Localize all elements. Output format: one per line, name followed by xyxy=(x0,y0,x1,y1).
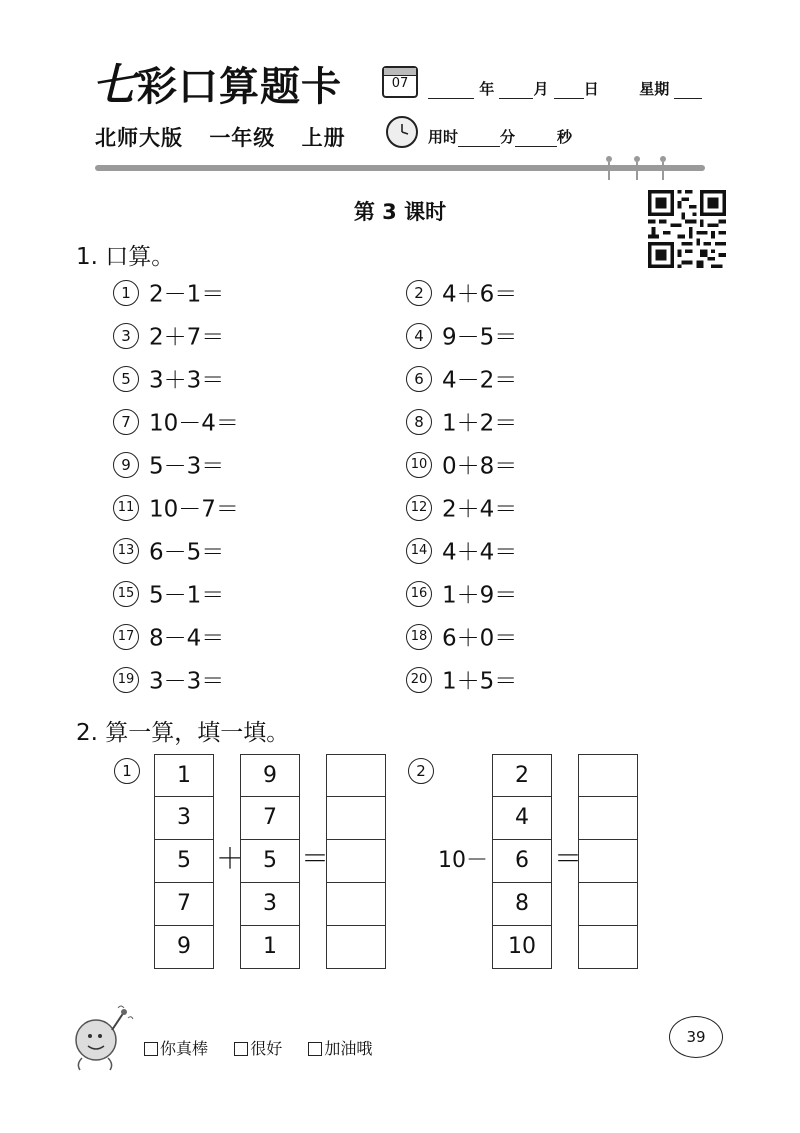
problem-expression: 4＋6＝ xyxy=(442,281,518,308)
problem-number: 4 xyxy=(406,323,432,349)
qr-code-icon[interactable] xyxy=(648,190,726,268)
answer-box[interactable] xyxy=(578,926,638,969)
part-1-label: 1 xyxy=(114,760,150,786)
pin-icon xyxy=(634,156,640,180)
problem-18 xyxy=(406,626,517,652)
answer-box[interactable] xyxy=(578,840,638,883)
problem-expression: 6＋0＝ xyxy=(442,625,518,652)
problem-6 xyxy=(406,368,517,394)
minuend: 10－ xyxy=(438,848,489,873)
problem-expression: 1＋2＝ xyxy=(442,410,518,437)
problem-20 xyxy=(406,669,517,695)
problem-13 xyxy=(113,540,224,566)
problem-number: 9 xyxy=(113,452,139,478)
problem-number: 12 xyxy=(406,495,432,521)
problem-number: 19 xyxy=(113,667,139,693)
problem-expression: 3＋3＝ xyxy=(149,367,225,394)
problem-expression: 9－5＝ xyxy=(442,324,518,351)
minutes-blank[interactable] xyxy=(458,132,500,147)
problem-1 xyxy=(113,282,224,308)
problem-number: 8 xyxy=(406,409,432,435)
number-cell: 9 xyxy=(154,926,214,969)
edition: 北师大版 xyxy=(95,126,183,150)
brand-char: 七 xyxy=(92,60,137,111)
answer-box[interactable] xyxy=(326,754,386,797)
answer-box[interactable] xyxy=(326,883,386,926)
problem-11 xyxy=(113,497,239,523)
day-blank[interactable] xyxy=(554,84,584,99)
rating-check-keep-going[interactable]: 加油哦 xyxy=(308,1039,372,1058)
problem-7 xyxy=(113,411,239,437)
day-label: 日 xyxy=(583,80,599,98)
problem-expression: 5－1＝ xyxy=(149,582,225,609)
problem-expression: 0＋8＝ xyxy=(442,453,518,480)
calendar-day: 07 xyxy=(391,76,409,91)
problem-3 xyxy=(113,325,224,351)
problem-number: 2 xyxy=(406,280,432,306)
calendar-icon xyxy=(382,66,418,98)
problem-expression: 5－3＝ xyxy=(149,453,225,480)
problem-expression: 3－3＝ xyxy=(149,668,225,695)
volume: 上册 xyxy=(301,126,346,150)
problem-number: 17 xyxy=(113,624,139,650)
number-cell: 7 xyxy=(240,797,300,840)
grade: 一年级 xyxy=(209,126,276,150)
problem-9 xyxy=(113,454,224,480)
lesson-title: 第 3 课时 xyxy=(353,200,447,224)
section-2-title: 2. 算一算，填一填。 xyxy=(76,720,290,746)
seconds-label: 秒 xyxy=(557,128,573,146)
problem-number: 15 xyxy=(113,581,139,607)
pin-icon xyxy=(606,156,612,180)
problem-number: 10 xyxy=(406,452,432,478)
weekday-label: 星期 xyxy=(639,80,670,98)
equals-sign: ＝ xyxy=(554,842,583,875)
part-1-addend-b-column xyxy=(240,754,300,969)
minutes-label: 分 xyxy=(500,128,516,146)
section-1-title: 1. 口算。 xyxy=(76,244,175,270)
problem-expression: 1＋5＝ xyxy=(442,668,518,695)
clock-icon xyxy=(386,116,418,148)
problem-16 xyxy=(406,583,517,609)
problem-expression: 10－7＝ xyxy=(149,496,239,523)
answer-box[interactable] xyxy=(326,797,386,840)
part-2-label: 2 xyxy=(408,760,444,786)
time-used-label: 用时 xyxy=(428,128,459,146)
number-cell: 8 xyxy=(492,883,552,926)
problem-10 xyxy=(406,454,517,480)
number-cell: 3 xyxy=(154,797,214,840)
number-cell: 5 xyxy=(154,840,214,883)
brand-title xyxy=(92,60,342,111)
number-cell: 5 xyxy=(240,840,300,883)
number-cell: 1 xyxy=(154,754,214,797)
problem-expression: 10－4＝ xyxy=(149,410,239,437)
answer-box[interactable] xyxy=(578,883,638,926)
rating-options xyxy=(144,1036,372,1059)
problem-17 xyxy=(113,626,224,652)
number-cell: 2 xyxy=(492,754,552,797)
number-cell: 10 xyxy=(492,926,552,969)
number-cell: 7 xyxy=(154,883,214,926)
problem-expression: 4＋4＝ xyxy=(442,539,518,566)
subtitle xyxy=(95,122,364,152)
problem-19 xyxy=(113,669,224,695)
answer-box[interactable] xyxy=(326,840,386,883)
date-line xyxy=(428,78,702,99)
part-1-addend-column xyxy=(154,754,214,969)
part-2-subtrahend-column xyxy=(492,754,552,969)
part-1-answer-column xyxy=(326,754,386,969)
number-cell: 9 xyxy=(240,754,300,797)
problem-number: 7 xyxy=(113,409,139,435)
number-cell: 6 xyxy=(492,840,552,883)
problem-4 xyxy=(406,325,517,351)
answer-box[interactable] xyxy=(326,926,386,969)
problem-2 xyxy=(406,282,517,308)
answer-box[interactable] xyxy=(578,797,638,840)
problem-number: 5 xyxy=(113,366,139,392)
problem-expression: 6－5＝ xyxy=(149,539,225,566)
problem-8 xyxy=(406,411,517,437)
problem-number: 20 xyxy=(406,667,432,693)
plus-sign: ＋ xyxy=(216,842,245,875)
pin-icon xyxy=(660,156,666,180)
problem-number: 14 xyxy=(406,538,432,564)
page-number: 39 xyxy=(669,1016,723,1058)
header-divider xyxy=(95,165,705,171)
problem-number: 6 xyxy=(406,366,432,392)
problem-expression: 2＋7＝ xyxy=(149,324,225,351)
problem-12 xyxy=(406,497,517,523)
month-label: 月 xyxy=(533,80,549,98)
year-blank[interactable] xyxy=(428,84,474,99)
year-label: 年 xyxy=(479,80,495,98)
problem-expression: 1＋9＝ xyxy=(442,582,518,609)
problem-expression: 2＋4＝ xyxy=(442,496,518,523)
minus-sign: － xyxy=(466,848,489,873)
problem-number: 3 xyxy=(113,323,139,349)
equals-sign: ＝ xyxy=(301,842,330,875)
problem-number: 16 xyxy=(406,581,432,607)
mascot-icon xyxy=(66,1000,138,1072)
rating-check-good[interactable]: 很好 xyxy=(234,1039,282,1058)
brand-rest: 彩口算题卡 xyxy=(137,63,342,110)
part-2-answer-column xyxy=(578,754,638,969)
problem-expression: 8－4＝ xyxy=(149,625,225,652)
problem-expression: 2－1＝ xyxy=(149,281,225,308)
problem-number: 1 xyxy=(113,280,139,306)
seconds-blank[interactable] xyxy=(515,132,557,147)
answer-box[interactable] xyxy=(578,754,638,797)
problem-5 xyxy=(113,368,224,394)
number-cell: 4 xyxy=(492,797,552,840)
rating-check-great[interactable]: 你真棒 xyxy=(144,1039,208,1058)
problem-number: 18 xyxy=(406,624,432,650)
problem-expression: 4－2＝ xyxy=(442,367,518,394)
problem-number: 13 xyxy=(113,538,139,564)
number-cell: 1 xyxy=(240,926,300,969)
problem-14 xyxy=(406,540,517,566)
problem-15 xyxy=(113,583,224,609)
weekday-blank[interactable] xyxy=(674,84,702,99)
number-cell: 3 xyxy=(240,883,300,926)
month-blank[interactable] xyxy=(499,84,533,99)
problem-number: 11 xyxy=(113,495,139,521)
time-line xyxy=(428,126,572,147)
